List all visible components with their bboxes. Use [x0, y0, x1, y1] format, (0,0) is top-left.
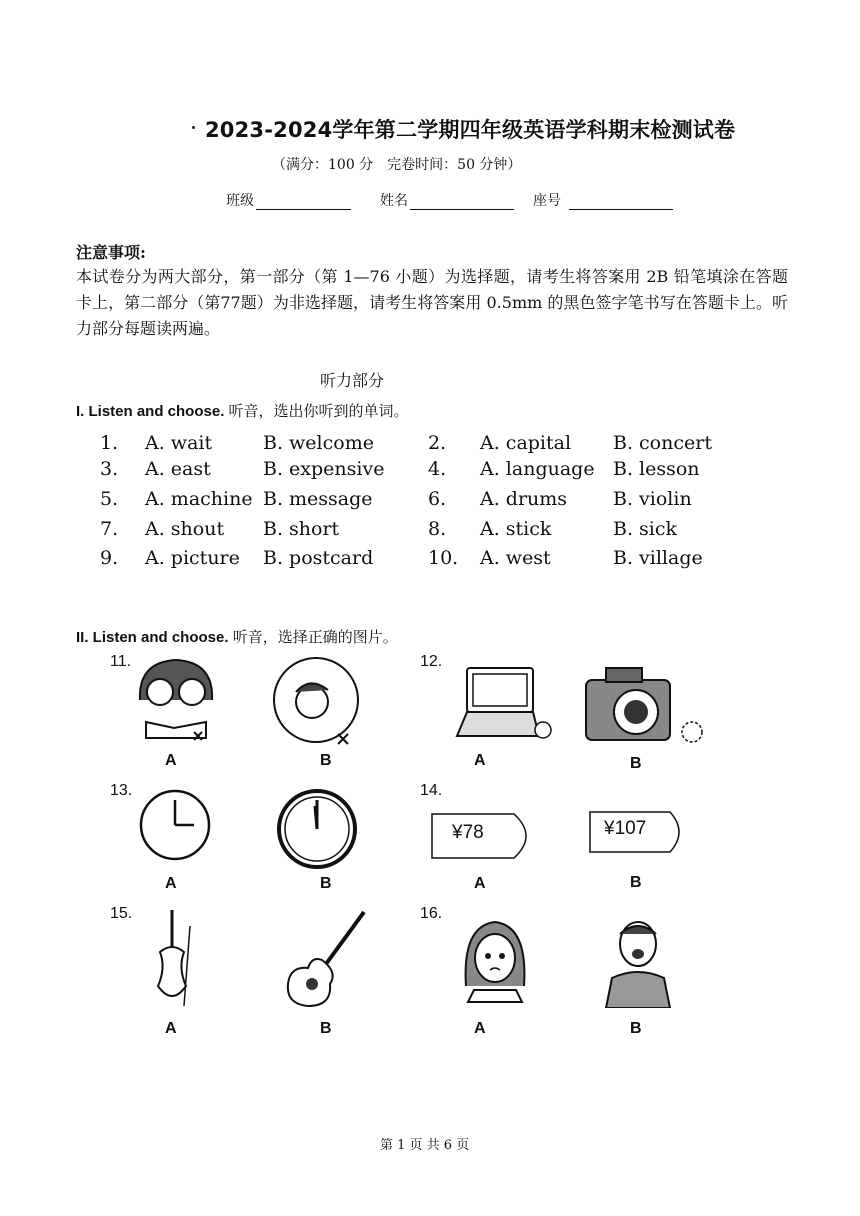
part2-heading [76, 626, 398, 647]
class-label: 班级 [226, 193, 254, 209]
guitar-picture[interactable] [282, 906, 372, 1010]
exam-title: 2023-2024学年第二学期四年级英语学科期末检测试卷 [205, 118, 736, 142]
option-a[interactable]: A. machine [145, 488, 253, 510]
page-number: 第 1 页 共 6 页 [380, 1138, 470, 1153]
class-blank[interactable] [256, 195, 351, 210]
question-number-14: 14. [420, 782, 443, 799]
option-b[interactable]: B. expensive [263, 458, 385, 480]
option-label-a[interactable]: A [474, 752, 486, 769]
question-number: 3. [100, 458, 119, 480]
notes-heading: 注意事项: [76, 243, 146, 262]
option-a[interactable]: A. shout [145, 518, 225, 540]
option-b[interactable]: B. short [263, 518, 340, 540]
seat-field[interactable] [533, 190, 673, 210]
price-b-text: ¥107 [604, 818, 647, 839]
question-number-12: 12. [420, 653, 443, 670]
question-number: 9. [100, 547, 119, 569]
option-label-a[interactable]: A [165, 875, 177, 892]
option-b[interactable]: B. sick [613, 518, 678, 540]
laptop-picture[interactable] [455, 664, 555, 748]
option-label-b[interactable]: B [320, 875, 332, 892]
part1-heading-en: I. Listen and choose. [76, 403, 225, 420]
question-number: 7. [100, 518, 119, 540]
option-label-b[interactable]: B [630, 755, 642, 772]
exam-subtitle: （满分：100 分 完卷时间：50 分钟） [272, 157, 522, 173]
option-label-b[interactable]: B [630, 1020, 642, 1037]
option-label-a[interactable]: A [165, 1020, 177, 1037]
notes-body: 本试卷分为两大部分，第一部分（第 1—76 小题）为选择题，请考生将答案用 2B 铅笔填涂在答题卡上，第二部分（第77题）为非选择题，请考生将答案用 0.5mm 的黑色签字笔书写在答题卡上。听力部分每题读两遍。 [76, 267, 788, 338]
option-label-b[interactable]: B [320, 752, 332, 769]
option-label-b[interactable]: B [630, 874, 642, 891]
name-blank[interactable] [410, 195, 514, 210]
children-reading-picture[interactable] [134, 652, 218, 744]
option-b[interactable]: B. postcard [263, 547, 374, 569]
option-a[interactable]: A. west [480, 547, 551, 569]
option-label-a[interactable]: A [474, 875, 486, 892]
option-a[interactable]: A. drums [480, 488, 568, 510]
question-number-16: 16. [420, 905, 443, 922]
question-number: 2. [428, 432, 447, 454]
question-number-11: 11. [110, 653, 132, 670]
name-label: 姓名 [380, 193, 408, 209]
price-a-text: ¥78 [452, 822, 484, 843]
option-b[interactable]: B. violin [613, 488, 692, 510]
question-number: 10. [428, 547, 459, 569]
part1-heading-cn: 听音，选出你听到的单词。 [228, 402, 409, 420]
boy-shouting-hands-picture[interactable] [598, 910, 678, 1008]
option-a[interactable]: A. capital [480, 432, 572, 454]
question-number: 5. [100, 488, 119, 510]
option-label-b[interactable]: B [320, 1020, 332, 1037]
option-a[interactable]: A. language [480, 458, 595, 480]
question-number: 6. [428, 488, 447, 510]
option-label-a[interactable]: A [165, 752, 177, 769]
price-tag-a[interactable] [430, 812, 540, 860]
question-number: 1. [100, 432, 119, 454]
seat-blank[interactable] [569, 195, 673, 210]
seat-label: 座号 [533, 193, 561, 209]
option-b[interactable]: B. welcome [263, 432, 374, 454]
violin-picture[interactable] [150, 906, 198, 1010]
option-b[interactable]: B. lesson [613, 458, 700, 480]
clock-three-oclock-picture[interactable] [138, 788, 212, 862]
question-number-15: 15. [110, 905, 133, 922]
camera-picture[interactable] [582, 662, 712, 750]
question-number: 4. [428, 458, 447, 480]
option-b[interactable]: B. village [613, 547, 703, 569]
part1-heading [76, 400, 409, 421]
option-a[interactable]: A. stick [480, 518, 552, 540]
class-field[interactable] [226, 190, 351, 210]
question-number: 8. [428, 518, 447, 540]
option-b[interactable]: B. message [263, 488, 373, 510]
question-number-13: 13. [110, 782, 133, 799]
option-a[interactable]: A. east [145, 458, 211, 480]
option-a[interactable]: A. picture [145, 547, 240, 569]
clock-twelve-oclock-picture[interactable] [276, 788, 358, 870]
girl-worried-picture[interactable] [460, 906, 530, 1004]
boy-shouting-picture[interactable] [270, 656, 362, 748]
word-question-list [0, 432, 860, 582]
part2-heading-en: II. Listen and choose. [76, 629, 229, 646]
option-a[interactable]: A. wait [145, 432, 213, 454]
section-title: 听力部分 [320, 371, 385, 390]
part2-heading-cn: 听音，选择正确的图片。 [232, 628, 398, 646]
name-field[interactable] [380, 190, 514, 210]
scan-dot [192, 126, 195, 129]
option-b[interactable]: B. concert [613, 432, 712, 454]
option-label-a[interactable]: A [474, 1020, 486, 1037]
